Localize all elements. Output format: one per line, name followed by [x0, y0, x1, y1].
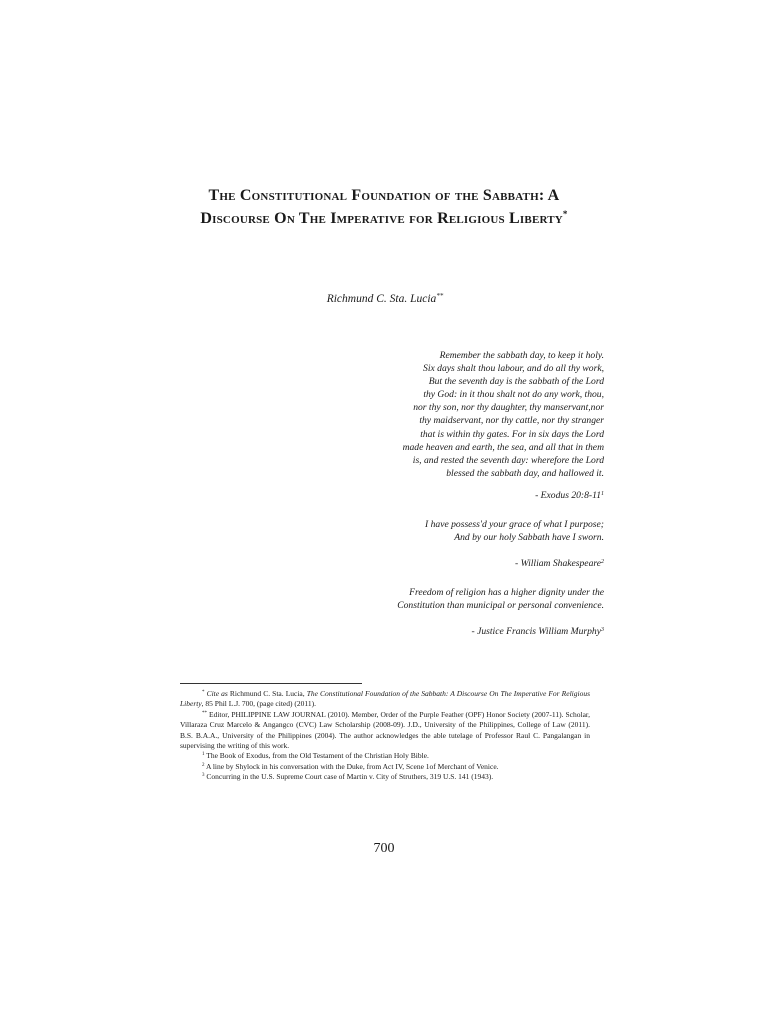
epigraph-line: But the seventh day is the sabbath of the Lord	[428, 376, 604, 388]
footnote-text: The Book of Exodus, from the Old Testament of the Christian Holy Bible.	[206, 751, 429, 761]
epigraph-attribution-murphy	[374, 626, 604, 637]
footnote-text: Editor, PHILIPPINE LAW JOURNAL (2010). Member, Order of the Purple Feather (OPF) Honor Society (2007-11). Scholar, Villaraza Cruz Marcelo & Angangco (CVC) Law Scholarship (2008-09). J.D., University of the Philippines, College of Law (2011). B.S. B.A.A., University of the Philippines (2004). The author acknowledges the able tutelage of Professor Raul C. Pangalangan in supervising the writing of this work.	[180, 709, 590, 751]
epigraph-line: Constitution than municipal or personal convenience.	[397, 600, 604, 612]
footnote-star	[180, 689, 590, 710]
footnote-2	[180, 762, 590, 772]
page-number: 700	[373, 841, 395, 856]
footnote-ref-mark: 2	[601, 559, 604, 565]
footnote-cite-signal: Cite as	[206, 689, 228, 698]
footnote-separator	[180, 683, 362, 684]
title-line-2-text: Discourse On The Imperative for Religious Liberty	[200, 210, 563, 227]
footnote-text: Richmund C. Sta. Lucia,	[227, 689, 307, 698]
footnote-mark: *	[202, 690, 205, 695]
epigraph-attribution-shakespeare	[374, 558, 604, 569]
footnote-mark: 3	[202, 773, 205, 779]
epigraph-line: Freedom of religion has a higher dignity under the	[409, 587, 604, 598]
title-line-2	[150, 207, 618, 230]
footnote-mark: **	[202, 710, 207, 716]
title-footnote-mark: *	[562, 209, 568, 219]
epigraph-line: blessed the sabbath day, and hallowed it.	[446, 467, 604, 479]
epigraph-line: is, and rested the seventh day: wherefore the Lord	[412, 454, 604, 466]
author-footnote-mark: **	[436, 292, 444, 300]
footnote-ref-mark: 3	[601, 627, 604, 633]
epigraph-shakespeare	[374, 518, 604, 544]
author-byline	[240, 293, 530, 305]
epigraph-line: And by our holy Sabbath have I sworn.	[454, 532, 604, 544]
footnote-3	[180, 772, 590, 782]
author-name: Richmund C. Sta. Lucia	[326, 293, 437, 305]
epigraph-line: made heaven and earth, the sea, and all that in them	[402, 441, 604, 453]
epigraph-line: thy God: in it thou shalt not do any work, thou,	[423, 389, 604, 401]
footnote-ref-mark: 1	[601, 491, 604, 497]
article-title	[150, 184, 618, 230]
attribution-text: - Exodus 20:8-11	[535, 490, 601, 501]
footnote-text: , 85 Phil L.J. 700, (page cited) (2011).	[201, 699, 316, 709]
epigraph-line: that is within thy gates. For in six days the Lord	[420, 428, 604, 440]
epigraph-line: Six days shalt thou labour, and do all thy work,	[423, 363, 604, 375]
epigraph-line: nor thy son, nor thy daughter, thy manservant,nor	[413, 402, 604, 414]
epigraph-exodus	[374, 349, 604, 480]
epigraph-attribution-exodus	[374, 490, 604, 501]
footnote-mark: 2	[202, 762, 205, 768]
footnote-double-star	[180, 710, 590, 752]
epigraph-line: I have possess'd your grace of what I purpose;	[425, 519, 604, 530]
epigraph-murphy	[374, 586, 604, 612]
footnote-italic-title: The Constitutional Foundation of the Sabbath: A Discourse On The Imperative For Religious Liberty	[180, 689, 591, 709]
footnote-text: A line by Shylock in his conversation with the Duke, from Act IV, Scene 1of Merchant of Venice.	[205, 761, 499, 771]
footnotes	[180, 689, 590, 783]
epigraph-line: Remember the sabbath day, to keep it holy.	[439, 350, 604, 361]
attribution-text: - William Shakespeare	[515, 558, 601, 569]
epigraph-line: thy maidservant, nor thy cattle, nor thy stranger	[419, 415, 604, 427]
title-line-1: The Constitutional Foundation of the Sabbath: A	[208, 187, 560, 204]
footnote-1	[180, 751, 590, 761]
footnote-mark: 1	[202, 752, 205, 758]
attribution-text: - Justice Francis William Murphy	[471, 626, 601, 637]
footnote-text: Concurring in the U.S. Supreme Court case of Martin v. City of Struthers, 319 U.S. 141 (1943).	[206, 772, 494, 782]
